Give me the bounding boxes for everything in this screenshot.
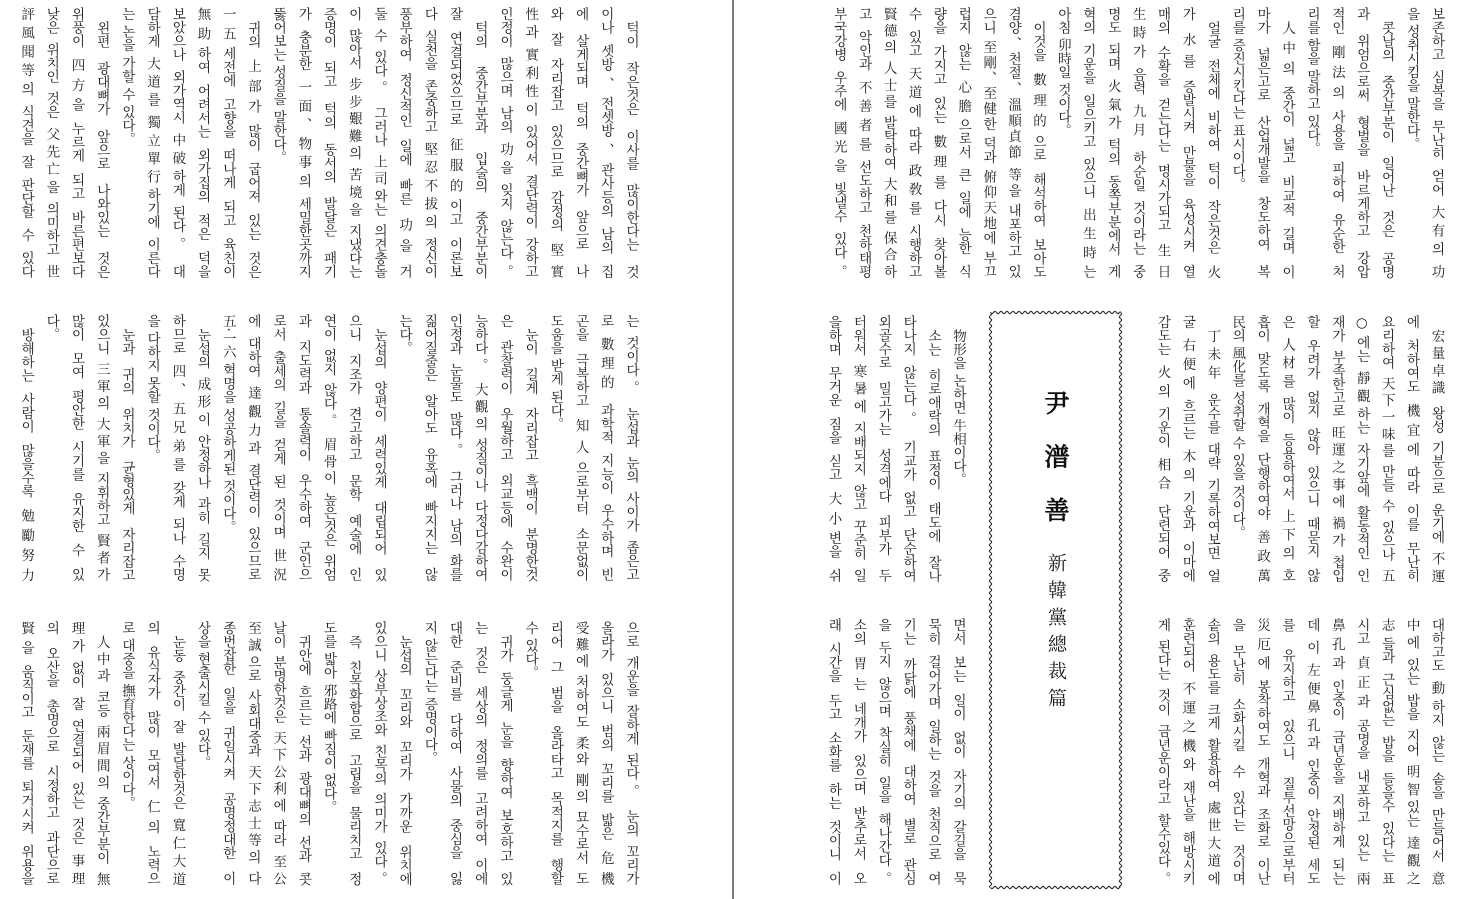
text-column: 귀안에 흐르는 선과 광대뼈의 선과 콧 bbox=[295, 634, 312, 885]
text-column: 귀가 둥글게 눈을 향하여 보호하고 있 bbox=[496, 634, 513, 885]
text-column: 턱의 중간부분과 입술의 중간부분이 bbox=[471, 20, 488, 278]
text-column: 다。 bbox=[43, 314, 60, 341]
right-page-bottom-band-left bbox=[821, 618, 970, 885]
text-column: 인정이 많으며 남의 功을 잊지 않는다。 bbox=[496, 7, 513, 278]
text-column: 기는 까닭에 풍채에 대하여 별로 관심 bbox=[900, 618, 917, 885]
text-column: 으로 개운을 잘하게 된다。 눈의 꼬리가 bbox=[623, 621, 639, 885]
text-column: 人中의 중간이 넓고 비교적 길며 이 bbox=[1279, 20, 1296, 278]
text-column: 하므로 四、五兄弟를 갖게 되나 수명 bbox=[169, 314, 186, 581]
text-column: 을 다하지 못할 것이다。 bbox=[144, 314, 161, 462]
text-column: 훈련되어 不運之機와 재난을 해방시키 bbox=[1179, 618, 1196, 885]
text-column: 災厄에 봉착하여도 개혁과 조화로 이난 bbox=[1254, 618, 1271, 885]
text-column: 보았으나 외가역시 中破하게 된다。 대 bbox=[169, 7, 186, 278]
text-column: 을하며 무거운 짐을 싣고 大小변을 쉬 bbox=[825, 315, 842, 582]
text-column: 요리하여 天下一味를 만들 수 있으나 五 bbox=[1378, 315, 1395, 582]
right-page-middle-band-right bbox=[1150, 315, 1449, 582]
author-name: 尹潽善 bbox=[1041, 390, 1070, 551]
text-column: 生時가 음력 九月 하순일 것이라는 중 bbox=[1129, 7, 1146, 278]
text-column: 데 이 左便鼻孔과 인중이 안정된 세도 bbox=[1303, 618, 1320, 885]
text-column: 뚫어보는 성질을 말한다。 bbox=[270, 7, 287, 165]
text-column: 리를 함을 말하고 있다。 bbox=[1303, 7, 1320, 155]
text-column: 物形을 논하면 牛相이다。 bbox=[949, 328, 966, 486]
text-column: 즉 친목화합으로 고립을 물리치고 정 bbox=[345, 634, 362, 885]
text-column: 는 것이다。 눈섭과 눈의 사이가 좁은고 bbox=[623, 314, 639, 581]
text-column: 다 실천을 존중하고 堅忍不拔의 정신이 bbox=[421, 7, 438, 278]
text-column: 과 지도력과 통솔력이 우수하여 군인으 bbox=[295, 314, 312, 581]
text-column: 많이 모여 평안한 시기를 유지한 수 있 bbox=[68, 314, 85, 581]
text-column: 래 시간을 두고 소화를 하는 것이니 이 bbox=[825, 618, 842, 885]
text-column: 눈이 길게 자리잡고 흑백이 분명한것 bbox=[522, 327, 539, 581]
text-column: 얼굴 전체에 비하여 턱이 작은것은 火 bbox=[1204, 20, 1221, 278]
text-column: 방해하는 사람이 많을수록 勉勵努力 bbox=[18, 327, 35, 581]
article-subtitle: 新韓黨總裁篇 bbox=[1045, 553, 1067, 715]
text-column: 보존하고 심복을 무난히 얻어 大有의 功 bbox=[1428, 7, 1445, 278]
text-column: 귀의 上部가 많이 굽어져 있는 것은 bbox=[244, 20, 261, 278]
text-column: 一五세전에 고향을 떠나게 되고 육친이 bbox=[219, 7, 236, 278]
text-column: 이 많아서 步步艱難의 苦境을 지냈다는 bbox=[345, 7, 362, 278]
text-column: 에 대하여 達觀力과 결단력이 있으므로 bbox=[244, 314, 261, 581]
text-column: 인정과 눈물도 많다。 그러나 남의 화를 bbox=[446, 314, 463, 581]
text-column: 명도 되며 火氣가 턱의 동쪽부분에서 게 bbox=[1104, 7, 1121, 278]
text-column: 無助하여 어려서는 외가집의 적은 덕을 bbox=[194, 7, 211, 278]
text-column: 에 살게되며 턱의 중간뼈가 앞으로 나 bbox=[572, 7, 589, 278]
text-column: 을 성취시킴을 말한다。 bbox=[1403, 7, 1420, 151]
text-column: 낮은 위치인 것은 父先亡을 의미하고 世 bbox=[43, 7, 60, 278]
text-column: 評風聞等의 식견을 잘 판단할 수 있다 bbox=[18, 7, 35, 278]
text-column: 올라가 있으니 범의 꼬리를 밟은 危機 bbox=[597, 621, 614, 885]
text-column: 게 된다는 것이 금년운이라고 할수있다。 bbox=[1154, 618, 1171, 885]
text-column: 으니 지조가 견고하고 문학 예술에 인 bbox=[345, 314, 362, 581]
text-column: 증명이 되고 턱의 동서의 발달은 패기 bbox=[320, 7, 337, 278]
text-column: 지 않는다는 증명이다。 bbox=[421, 621, 438, 765]
text-column: 소는 히로애락의 표정이 태도에 잘나 bbox=[925, 328, 942, 582]
text-column: 로서 출세의 길을 걷게 된 것이며 世況 bbox=[270, 314, 287, 581]
text-column: 재가 부족한고로 旺運之事에 禍가 첩입 bbox=[1328, 315, 1345, 582]
text-column: 고 악인과 不善者를 선도하고 천하태평 bbox=[855, 7, 872, 278]
text-column: 性과 實利性이 있어서 결단력이 강하고 bbox=[522, 7, 539, 278]
text-column: 잘 연결되었으므로 征服的이고 이론보 bbox=[446, 7, 463, 278]
text-column: 도움을 받게 된다。 bbox=[547, 314, 564, 431]
text-column: 에 처하여도 機宜에 따라 이를 무난히 bbox=[1403, 315, 1420, 582]
text-column: 수 있다。 bbox=[522, 621, 539, 680]
text-column: 를 유지하고 있으니 질투선망으로부터 bbox=[1279, 618, 1296, 885]
right-page-middle-band-left bbox=[821, 315, 970, 582]
text-column: 志들과 근심없는 밥을 들을수 있다는 표 bbox=[1378, 618, 1395, 885]
text-column: 리어 그 범을 올라타고 목적지를 행할 bbox=[547, 621, 564, 885]
text-column: 짊어질줄은 알아도 유혹에 빠지지는 않 bbox=[421, 314, 438, 581]
text-column: 왼편 광대뼈가 앞으로 나와있는 것은 bbox=[93, 20, 110, 278]
text-column: 콧날의 중간부분이 일어난 것은 공명 bbox=[1378, 20, 1395, 278]
text-column: 면서 보는 일이 없이 자기의 갈길을 묵 bbox=[949, 618, 966, 885]
text-column: 을 무난히 소화시킬 수 있다는 것이며 bbox=[1229, 618, 1246, 885]
text-column: 아침 卯時일 것이다。 bbox=[1054, 7, 1071, 138]
text-column: 鼻孔과 인중이 금년운을 지배하게 되는 bbox=[1328, 618, 1345, 885]
text-column: 로 數理的 과학적 지능이 우수하며 빈 bbox=[597, 314, 614, 581]
text-column: 담하게 大道를 獨立單行하기에 이른다 bbox=[144, 7, 161, 278]
right-page-bottom-band-right bbox=[1150, 618, 1449, 885]
text-column: 둘 수 있다。 그러나 上司와는 의견충돌 bbox=[370, 7, 387, 278]
text-column: 럽지 않는 心膽으로서 큰 일에 능한 식 bbox=[955, 7, 972, 278]
text-column: 가 水를 증발시켜 만물을 육성시켜 열 bbox=[1179, 7, 1196, 278]
text-column: 눈과 귀의 위치가 균형있게 자리잡고 bbox=[118, 327, 135, 581]
text-column: 눈섭의 꼬리와 꼬리가 가까운 위치에 bbox=[396, 634, 413, 885]
text-column: 곤을 극복하고 知人으로부터 소문없이 bbox=[572, 314, 589, 581]
text-column: 솥의 용도를 크게 활용하여 處世大道에 bbox=[1204, 618, 1221, 885]
text-column: 흡이 맞도록 개혁을 단행하여야 善政萬 bbox=[1254, 315, 1271, 582]
text-column: 마가 넓은고로 산업개발을 창도하여 복 bbox=[1254, 7, 1271, 278]
text-column: 할 우려가 없지 않아 있으니 때묻지 않 bbox=[1303, 315, 1320, 582]
text-column: 적인 剛法의 사용을 피하여 유순한 처 bbox=[1328, 7, 1345, 278]
text-column: 턱이 작은것은 이사를 많이한다는 것 bbox=[623, 20, 639, 278]
text-column: 은 관찰력이 우월하고 외교등에 수완이 bbox=[496, 314, 513, 581]
text-column: 위풍이 四方을 누르게 되고 바른편보다 bbox=[68, 7, 85, 278]
text-column: 소의 胃는 네개가 있으며 반추로서 오 bbox=[850, 618, 867, 885]
text-column: 中에 있는 밥을 지어 明智있는 達觀之 bbox=[1403, 618, 1420, 885]
text-column: 시고 貞正과 공명을 내포하고 있는 兩 bbox=[1353, 618, 1370, 885]
text-column: 五·一六 혁명을 성공하게된 것이다。 bbox=[219, 314, 236, 534]
text-column: 이것을 數理的으로 해석하여 보아도 bbox=[1030, 20, 1046, 278]
text-column: 宏量卓識 왕성 기분으로 운기에 不運 bbox=[1428, 328, 1445, 582]
left-page-top-band bbox=[13, 7, 643, 278]
text-column: 도를 밟아 邪路에 빠짐이 없다。 bbox=[320, 621, 337, 814]
text-column: 와 잘 자리잡고 있으므로 감정의 堅實 bbox=[547, 7, 564, 278]
text-column: 매의 수확을 걷는다는 명시가되고 生日 bbox=[1154, 7, 1171, 278]
text-column: 있으니 상부상조와 친목의 의미가 있다。 bbox=[370, 621, 387, 885]
text-column: 至誠으로 사회대중과 天下志士等의 다 bbox=[244, 621, 261, 885]
text-column: 있으니 三軍의 大軍을 지휘하고 賢者가 bbox=[93, 314, 110, 581]
text-column: ○에는 靜觀하는 자기앞에 활동적인 인 bbox=[1353, 315, 1370, 582]
text-column: 감도는 火의 기운이 相合 단련되어 중 bbox=[1154, 315, 1171, 582]
left-page-middle-band bbox=[13, 314, 643, 581]
text-column: 대하고도 動하지 않는 솥을 만들어서 意 bbox=[1428, 618, 1445, 885]
title-box bbox=[988, 310, 1123, 890]
text-column: 풍부하여 정신적인 일에 빠른 功을 거 bbox=[396, 7, 413, 278]
text-column: 종번잡한 일을 귀일시켜 공명정대한 이 bbox=[219, 621, 236, 885]
text-column: 賢을 움직이고 둔재를 퇴거시켜 위용을 bbox=[18, 621, 35, 885]
text-column: 의 오산을 총명으로 시정하고 과단으로 bbox=[43, 621, 60, 885]
right-page-top-band bbox=[826, 7, 1449, 278]
text-column: 눈동 중간이 잘 발달한것은 寬仁大道 bbox=[169, 634, 186, 885]
text-column: 이나 셋방、전셋방、관사등의 남의 집 bbox=[597, 7, 614, 278]
text-column: 능하다。 大觀의 성질이나 다정다감하여 bbox=[471, 314, 488, 581]
text-column: 상을 현출시킬 수 있다。 bbox=[194, 621, 211, 769]
text-column: 가 충분한 一面、物事의 세밀한곳까지 bbox=[295, 7, 312, 278]
text-column: 理가 없이 잘 연결되어 있는 것은 事理 bbox=[68, 621, 85, 885]
text-column: 량을 가지고 있는 數理를 다시 찾아볼 bbox=[930, 7, 947, 278]
text-column: 民의 風化를 성취할 수 있을 것이다。 bbox=[1229, 315, 1246, 539]
text-column: 으니 至剛、至健한 덕과 俯仰天地에 부끄 bbox=[980, 7, 997, 278]
text-column: 賢德의 人士를 발탁하여 大和를 保合하 bbox=[880, 7, 897, 278]
text-column: 눈섭의 成形이 안정하나 과히 길지 못 bbox=[194, 327, 211, 581]
text-column: 겸양、천절、溫順貞節 等을 내포하고 있 bbox=[1005, 7, 1022, 278]
text-column: 타나지 않는다。 기교가 없고 단순하여 bbox=[900, 315, 917, 582]
text-column: 외골수로 밀고가는 성격에다 피부가 두 bbox=[875, 315, 892, 582]
text-column: 터워서 寒暑에 지배되지 않고 꾸준히 일 bbox=[850, 315, 867, 582]
text-column: 은 人材를 많이 등용하여서 上下의 호 bbox=[1279, 315, 1296, 582]
text-column: 수 있고 天道에 따라 政敎를 시행하고 bbox=[905, 7, 922, 278]
text-column: 리를 증진시킨다는 표시이다。 bbox=[1229, 7, 1246, 192]
text-column: 는다。 bbox=[396, 314, 413, 355]
text-column: 受難에 처하여도 柔와 剛의 묘수로서 도 bbox=[572, 621, 589, 885]
text-column: 연이 없지 않다。 眉骨이 높은것은 위엄 bbox=[320, 314, 337, 581]
left-page-bottom-band bbox=[13, 621, 643, 885]
text-column: 부국강병 우주에 國光을 빛낼수 있다。 bbox=[830, 7, 847, 278]
text-column: 는 것은 세상의 정의를 고려하여 이에 bbox=[471, 621, 488, 885]
page-gutter-divider bbox=[732, 0, 734, 899]
text-column: 눈섭의 양편이 세력있게 대립되어 있 bbox=[370, 327, 387, 581]
text-column: 혁의 기운을 일으키고 있으니 出生時는 bbox=[1079, 7, 1096, 278]
text-column: 는 논을 가할 수 있다。 bbox=[118, 7, 135, 146]
text-column: 로 대중을 撫育한다는 상이다。 bbox=[118, 621, 135, 810]
text-column: 날이 분명한것은 天下公利에 따라 至公 bbox=[270, 621, 287, 885]
text-column: 丁未年 운수를 대략 기록하여보면 얼 bbox=[1204, 328, 1221, 582]
text-column: 과 위엄으로써 형벌을 바르게하고 강압 bbox=[1353, 7, 1370, 278]
text-column: 묵히 걸어가며 일하는 것을 천직으로 여 bbox=[925, 618, 942, 885]
text-column: 굴 右便에 흐르는 木의 기운과 이마에 bbox=[1179, 315, 1196, 582]
text-column: 을 두지 않으며 착실히 일을 해나간다。 bbox=[875, 618, 892, 885]
text-column: 人中과 코등 兩眉間의 중간부분이 無 bbox=[93, 634, 110, 885]
text-column: 의 유식자가 많이 모여서 仁의 노력으 bbox=[144, 621, 161, 885]
text-column: 대한 준비를 다하여 사물의 중심을 잃 bbox=[446, 621, 463, 885]
